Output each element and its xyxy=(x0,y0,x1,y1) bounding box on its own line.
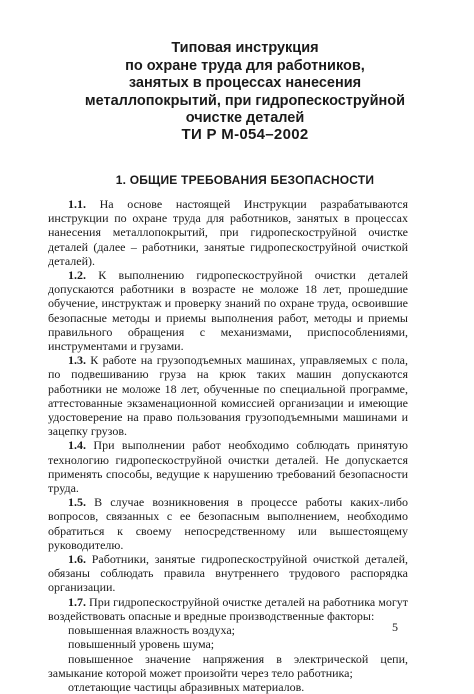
paragraph xyxy=(48,197,408,268)
document-code: ТИ Р М-054–2002 xyxy=(181,126,309,143)
factor-item: повышенное значение напряжения в электрической цепи, замыкание которой может произойти через тело работника; xyxy=(48,651,408,680)
paragraph-text: При гидропескоструйной очистке деталей на работника могут воздействовать опасные и вредные производственные факторы: xyxy=(48,594,408,623)
paragraph xyxy=(48,353,408,438)
title-line: очистке деталей xyxy=(185,110,305,126)
paragraph xyxy=(48,268,408,353)
factor-item: повышенная влажность воздуха; xyxy=(68,623,235,638)
document-title xyxy=(60,40,430,128)
paragraph-text: При выполнении работ необходимо соблюдать принятую технологию гидропескоструйной очистки деталей. Не допускается применять способы, ведущие к нарушению требований безопасности труда. xyxy=(48,438,408,496)
paragraph-number: 1.6. xyxy=(68,552,86,567)
page-number: 5 xyxy=(392,620,398,634)
paragraph-text: К работе на грузоподъемных машинах, управляемых с пола, по подвешиванию груза на крюк таких машин допускаются работники не моложе 18 лет, обученные по специальной программе, аттестованные экзаменационной комиссией организации и имеющие удостоверение на право пользования грузоподъемными машинами и зацепку грузов. xyxy=(48,353,409,439)
paragraph xyxy=(48,438,408,495)
factor-item: повышенный уровень шума; xyxy=(68,637,215,652)
paragraph-number: 1.3. xyxy=(68,353,86,368)
body-text xyxy=(48,197,408,694)
paragraph-number: 1.5. xyxy=(68,495,86,510)
paragraph-text: К выполнению гидропескоструйной очистки деталей допускаются работники в возрасте не моложе 18 лет, прошедшие обучение, инструктаж и проверку знаний по охране труда, освоившие безопасные методы и приемы выполнения работ, методы и приемы правильного обращения с механизмами, приспособлениями, инструментами и грузами. xyxy=(48,268,408,354)
title-line: металлопокрытий, при гидропескоструйной xyxy=(84,92,406,109)
paragraph-number: 1.1. xyxy=(68,197,86,211)
title-line: занятых в процессах нанесения xyxy=(128,75,362,91)
title-line: по охране труда для работников, xyxy=(125,57,365,74)
paragraph-text: В случае возникновения в процессе работы каких-либо вопросов, связанных с ее безопасным выполнением, необходимо обратиться к своему непосредственному или вышестоящему руководителю. xyxy=(48,495,409,552)
paragraph xyxy=(48,552,408,595)
paragraph-number: 1.2. xyxy=(68,268,86,283)
paragraph-text: На основе настоящей Инструкции разрабатываются инструкции по охране труда для работников, занятых в процессах нанесения металлопокрытий, при гидропескоструйной очистке деталей (далее – работники, занятые гидропескоструйной очисткой деталей). xyxy=(48,197,409,268)
paragraph xyxy=(48,495,408,552)
paragraph-number: 1.4. xyxy=(68,438,86,453)
factor-item: отлетающие частицы абразивных материалов. xyxy=(68,679,305,694)
title-line: Типовая инструкция xyxy=(171,40,319,56)
paragraph xyxy=(48,595,408,623)
paragraph-text: Работники, занятые гидропескоструйной очисткой деталей, обязаны соблюдать правила внутреннего трудового распорядка организации. xyxy=(48,552,408,595)
paragraph-number: 1.7. xyxy=(68,594,86,609)
section-heading: 1. ОБЩИЕ ТРЕБОВАНИЯ БЕЗОПАСНОСТИ xyxy=(115,173,375,187)
